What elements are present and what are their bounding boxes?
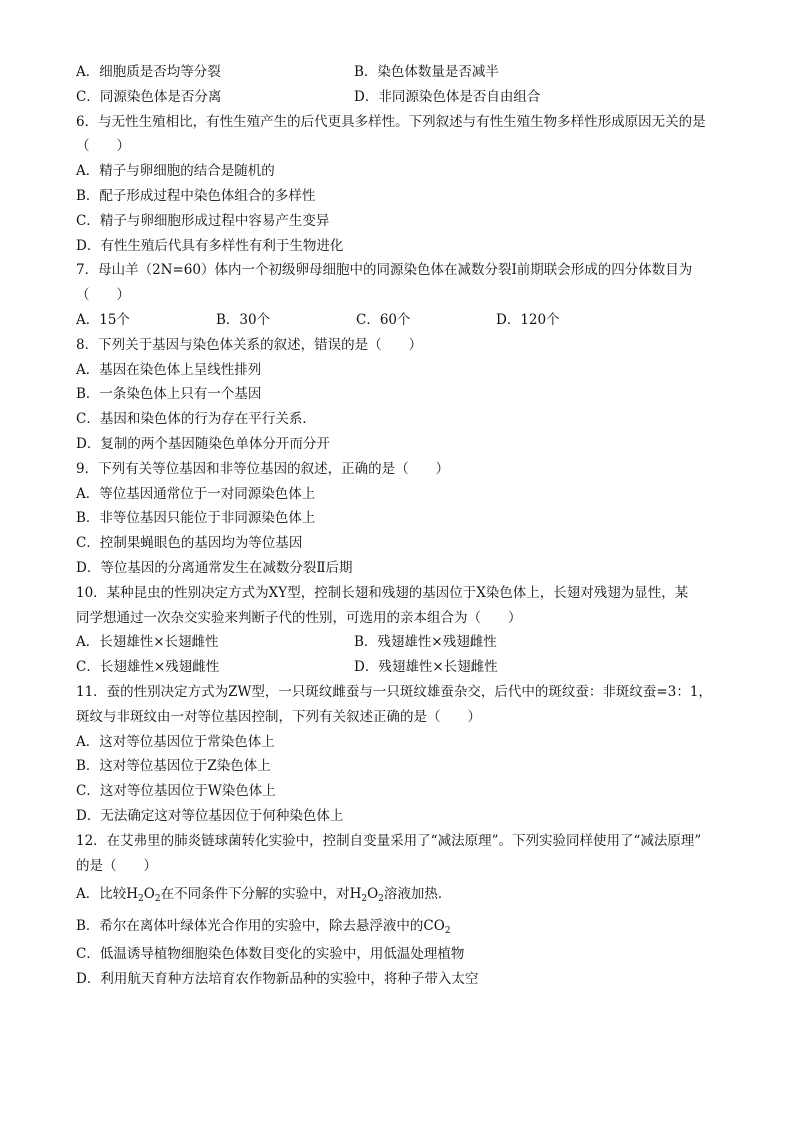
q11-stem-line-1: 11．蚕的性别决定方式为ZW型，一只斑纹雌蚕与一只斑纹雄蚕杂交，后代中的斑纹蚕：非斑纹蚕=3：1， [76, 683, 712, 700]
q5-option-c: C．同源染色体是否分离 [76, 88, 222, 105]
q11-option-d: D．无法确定这对等位基因位于何种染色体上 [76, 807, 344, 824]
q10-option-b: B．残翅雄性×残翅雌性 [354, 634, 497, 651]
q7-option-c: C．60个 [356, 311, 411, 328]
q12-option-a-text-3: 在不同条件下分解的实验中，对H [160, 886, 362, 903]
q12-option-b [76, 910, 736, 942]
q7-option-a: A．15个 [76, 311, 130, 328]
q5-option-a: A．细胞质是否均等分裂 [76, 64, 221, 80]
q9-option-d: D．等位基因的分离通常发生在减数分裂Ⅱ后期 [76, 559, 353, 576]
q8-option-c: C．基因和染色体的行为存在平行关系． [76, 411, 316, 428]
q6-option-d: D．有性生殖后代具有多样性有利于生物进化 [76, 237, 344, 254]
q12-stem-line-1: 12．在艾弗里的肺炎链球菌转化实验中，控制自变量采用了“减法原理”。下列实验同样使用了“减法原理” [76, 832, 702, 849]
q10-stem-line-2: 同学想通过一次杂交实验来判断子代的性别，可选用的亲本组合为（ ） [76, 609, 522, 626]
q8-option-d: D．复制的两个基因随染色单体分开而分开 [76, 435, 330, 452]
q10-option-a: A．长翅雄性×长翅雌性 [76, 634, 219, 651]
q7-option-d: D．120个 [496, 311, 560, 328]
q7-stem: 7．母山羊（2N=60）体内一个初级卵母细胞中的同源染色体在减数分裂Ⅰ前期联会形成的四分体数目为 [76, 262, 693, 279]
q12-option-a-sub-4: 2 [378, 894, 384, 905]
q12-option-a [76, 878, 736, 910]
q6-option-c: C．精子与卵细胞形成过程中容易产生变异 [76, 212, 330, 229]
q12-option-a-text-2: O [143, 886, 155, 903]
q9-option-a: A．等位基因通常位于一对同源染色体上 [76, 485, 316, 502]
q9-stem: 9．下列有关等位基因和非等位基因的叙述，正确的是（ ） [76, 460, 450, 477]
q8-stem: 8．下列关于基因与染色体关系的叙述，错误的是（ ） [76, 336, 423, 353]
q12-stem-line-2: 的是（ ） [76, 857, 157, 874]
q12-option-a-sub-1: 2 [138, 894, 144, 905]
q10-option-c: C．长翅雄性×残翅雌性 [76, 659, 220, 676]
q12-option-a-text-5: 溶液加热． [383, 886, 452, 903]
q7-answer-paren: （ ） [76, 287, 130, 304]
q5-options-row-1 [76, 60, 736, 85]
q7-option-b: B．30个 [216, 311, 271, 328]
q11-option-c: C．这对等位基因位于W染色体上 [76, 783, 276, 800]
q12-option-b-text: B．希尔在离体叶绿体光合作用的实验中，除去悬浮液中的CO [76, 918, 445, 935]
q10-options-row-1 [76, 630, 736, 655]
q7-options-row [76, 308, 736, 333]
q12-option-a-sub-3: 2 [361, 894, 368, 905]
q6-answer-paren: （ ） [76, 138, 130, 155]
q12-option-a-sub-2: 2 [154, 894, 161, 905]
q12-option-c: C．低温诱导植物细胞染色体数目变化的实验中，用低温处理植物 [76, 946, 465, 963]
q11-option-a: A．这对等位基因位于常染色体上 [76, 733, 275, 750]
q9-option-c: C．控制果蝇眼色的基因均为等位基因 [76, 535, 303, 552]
q12-option-a-text-1: A．比较H [76, 886, 139, 903]
q12-option-d: D．利用航天育种方法培育农作物新品种的实验中，将种子带入太空 [76, 971, 479, 988]
q10-options-row-2 [76, 655, 736, 680]
q8-option-b: B．一条染色体上只有一个基因 [76, 386, 262, 403]
q10-stem-line-1: 10．某种昆虫的性别决定方式为XY型，控制长翅和残翅的基因位于X染色体上，长翅对残翅为显性，某 [76, 584, 689, 601]
q5-options-row-2 [76, 85, 736, 110]
q10-option-d: D．残翅雄性×长翅雌性 [354, 659, 498, 676]
q11-stem-line-2: 斑纹与非斑纹由一对等位基因控制，下列有关叙述正确的是（ ） [76, 708, 481, 725]
q9-option-b: B．非等位基因只能位于非同源染色体上 [76, 510, 316, 527]
q5-option-d: D．非同源染色体是否自由组合 [354, 88, 541, 105]
q8-option-a: A．基因在染色体上呈线性排列 [76, 361, 262, 378]
q6-option-b: B．配子形成过程中染色体组合的多样性 [76, 187, 316, 204]
q6-stem: 6．与无性生殖相比，有性生殖产生的后代更具多样性。下列叙述与有性生殖生物多样性形成原因无关的是 [76, 113, 706, 130]
q6-option-a: A．精子与卵细胞的结合是随机的 [76, 163, 275, 180]
q5-option-b: B．染色体数量是否减半 [354, 64, 499, 80]
exam-page [76, 60, 736, 992]
q11-option-b: B．这对等位基因位于Z染色体上 [76, 758, 271, 775]
q12-option-b-sub: 2 [444, 926, 451, 937]
q12-option-a-text-4: O [367, 886, 379, 903]
